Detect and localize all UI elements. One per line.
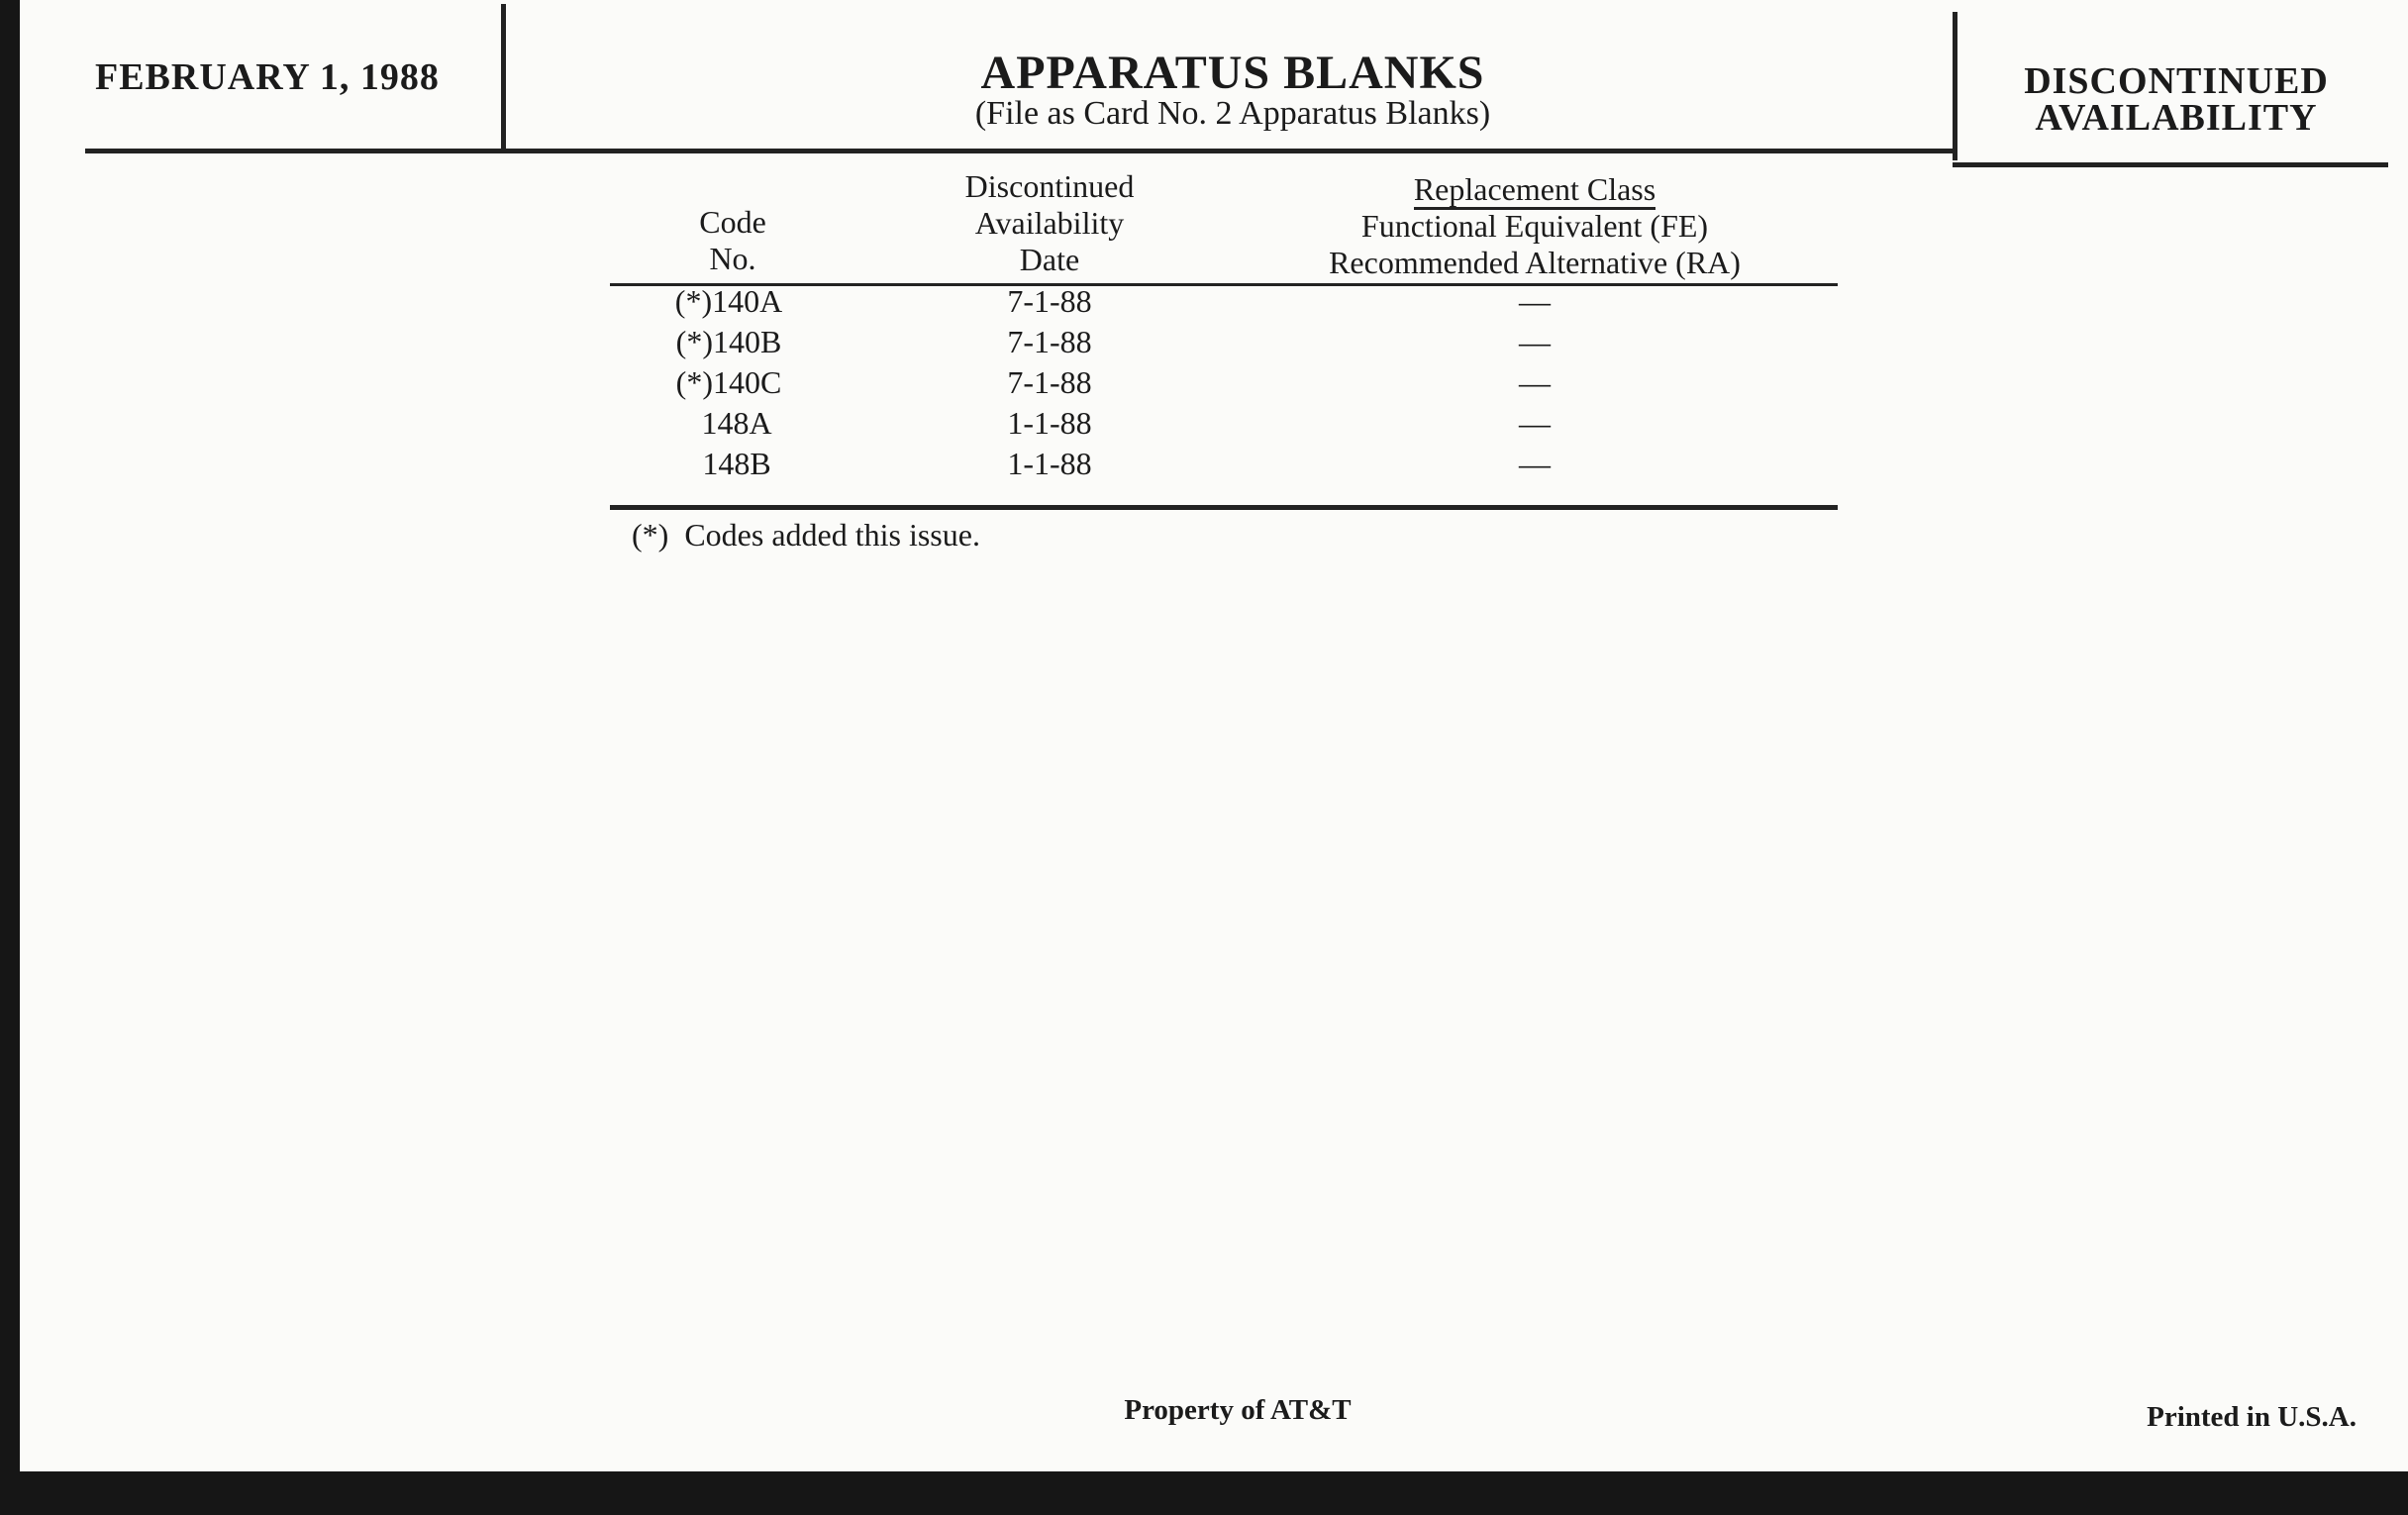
replacement-cell: —	[1519, 283, 1551, 319]
header-divider-right	[1953, 12, 1957, 160]
header-rule-left	[85, 149, 1956, 153]
column-header-date: Discontinued Availability Date	[964, 168, 1135, 277]
footnote: (*) Codes added this issue.	[632, 517, 980, 553]
replacement-cell: —	[1519, 446, 1551, 481]
status-label-line1: DISCONTINUED	[2024, 60, 2329, 102]
replacement-cell: —	[1519, 364, 1551, 400]
date-cell: 7-1-88	[1007, 364, 1092, 400]
column-header-replacement: Replacement Class Functional Equivalent (FE) Recommended Alternative (RA)	[1329, 171, 1741, 280]
issue-date: FEBRUARY 1, 1988	[95, 56, 440, 98]
date-cell: 7-1-88	[1007, 283, 1092, 319]
footer-property: Property of AT&T	[1124, 1394, 1352, 1426]
replacement-cell: —	[1519, 405, 1551, 441]
header-rule-right	[1953, 162, 2388, 167]
code-cell: (*)140C	[675, 364, 782, 400]
date-cell: 1-1-88	[1007, 405, 1092, 441]
table-row	[610, 405, 1838, 446]
document-title: APPARATUS BLANKS	[980, 47, 1485, 99]
date-cell: 7-1-88	[1007, 324, 1092, 359]
table-bottom-rule	[610, 505, 1838, 510]
code-cell: (*)140B	[675, 324, 782, 359]
table-row	[610, 364, 1838, 405]
footer-printed: Printed in U.S.A.	[2147, 1401, 2357, 1433]
code-cell: (*)140A	[674, 283, 783, 319]
table-row	[610, 446, 1838, 486]
replacement-cell: —	[1519, 324, 1551, 359]
status-label-line2: AVAILABILITY	[2035, 97, 2318, 139]
date-cell: 1-1-88	[1007, 446, 1092, 481]
code-cell: 148A	[701, 405, 772, 441]
document-card	[20, 0, 2408, 1471]
table-row	[610, 283, 1838, 324]
column-header-code: Code No.	[699, 204, 766, 276]
code-cell: 148B	[702, 446, 771, 481]
table-row	[610, 324, 1838, 364]
document-subtitle: (File as Card No. 2 Apparatus Blanks)	[974, 95, 1491, 132]
replacement-class-heading: Replacement Class	[1414, 171, 1656, 210]
